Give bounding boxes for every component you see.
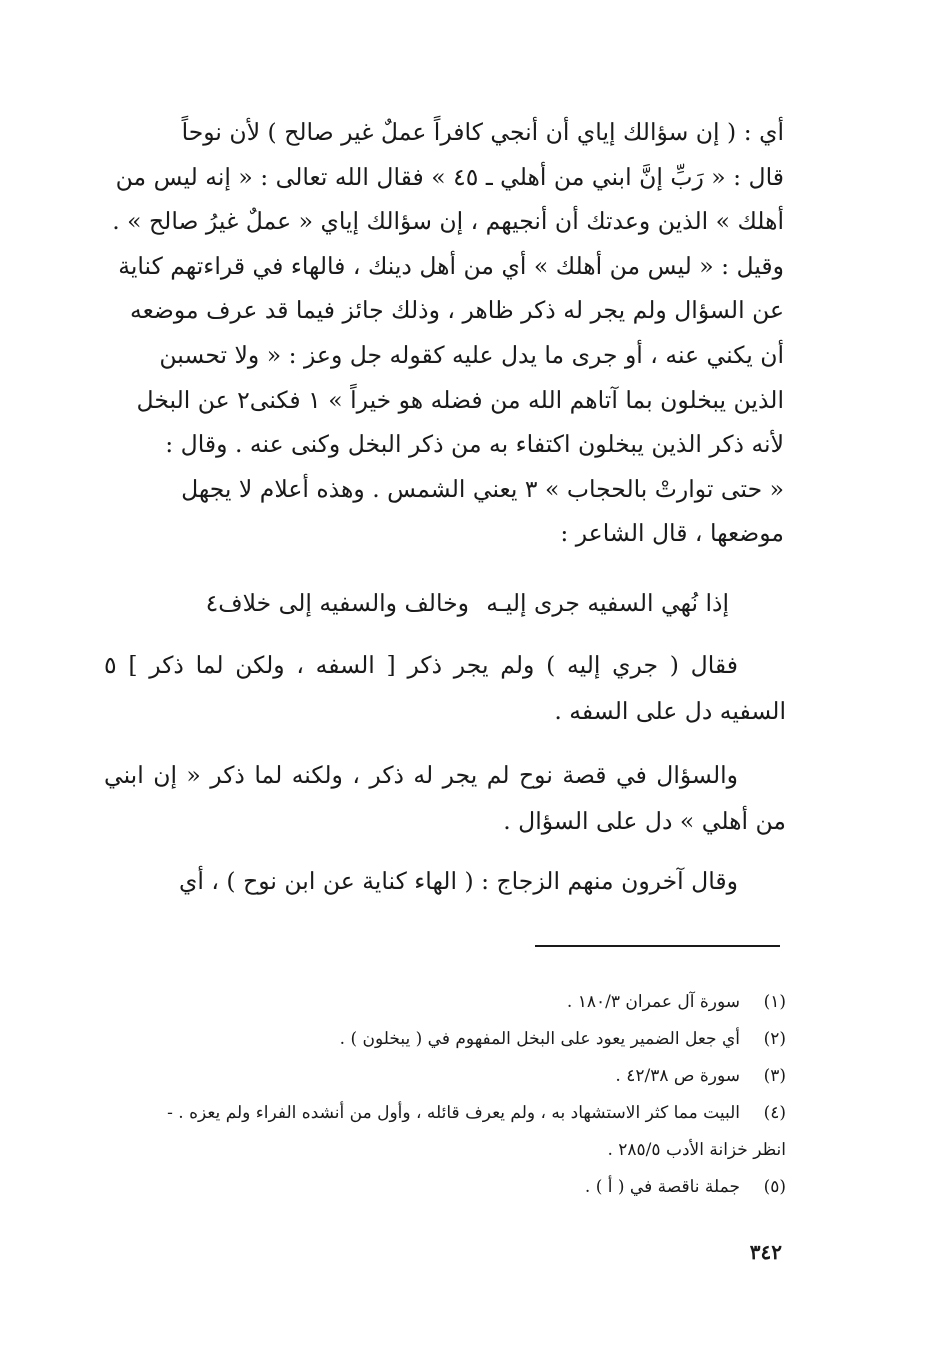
footnote-text: البيت مما كثر الاستشهاد به ، ولم يعرف قائله ، وأول من أنشده الفراء ولم يعزه . - — [167, 1103, 740, 1123]
text-line: أن يكني عنه ، أو جرى ما يدل عليه كقوله جل وعز : « ولا تحسبن — [159, 340, 784, 369]
text-line: لأنه ذكر الذين يبخلون اكتفاء به من ذكر البخل وكنى عنه . وقال : — [165, 430, 784, 459]
text-line: وقيل : « ليس من أهلك » أي من أهل دينك ، فالهاء في قراءتهم كناية — [118, 251, 784, 280]
paragraph-after-verse: فقال ( جري إليه ) ولم يجر ذكر [ السفه ، ولكن لما ذكر ] ٥ السفيه دل على السفه . — [104, 651, 786, 725]
footnote-number: (٢) — [763, 1029, 786, 1049]
footnote-text: سورة آل عمران ١٨٠/٣ . — [566, 992, 740, 1012]
text-line: « حتى توارتْ بالحجاب » ٣ يعني الشمس . وهذه أعلام لا يجهل — [181, 474, 784, 503]
paragraph-question: والسؤال في قصة نوح لم يجر له ذكر ، ولكنه لما ذكر « إن ابني من أهلي » دل على السؤال . — [104, 761, 786, 835]
text-line: أهلك » الذين وعدتك أن أنجيهم ، إن سؤالك إياي « عملٌ غيرُ صالح » . — [112, 207, 784, 236]
page-number: ٣٤٢ — [749, 1240, 782, 1264]
footnote-item — [100, 1058, 786, 1095]
footnote-item — [100, 1095, 786, 1132]
footnote-item — [100, 1169, 786, 1206]
footnotes — [100, 984, 786, 1206]
text-line: الذين يبخلون بما آتاهم الله من فضله هو خيراً » ١ فكنى٢ عن البخل — [136, 385, 784, 414]
poetry-verse — [0, 580, 941, 626]
footnote-number: (٣) — [763, 1066, 786, 1086]
footnote-text: سورة ص ٤٢/٣٨ . — [615, 1066, 740, 1086]
text-line: أي : ( إن سؤالك إياي أن أنجي كافراً عملٌ غير صالح ) لأن نوحاً — [181, 118, 784, 146]
text-line: موضعها ، قال الشاعر : — [560, 519, 784, 548]
footnote-number: (٤) — [763, 1103, 786, 1123]
main-text-block — [104, 110, 784, 556]
footnote-separator — [535, 945, 780, 947]
footnote-text: جملة ناقصة في ( أ ) . — [584, 1177, 740, 1197]
footnote-continuation: انظر خزانة الأدب ٢٨٥/٥ . — [607, 1140, 786, 1160]
footnote-number: (١) — [763, 992, 786, 1012]
text-line: قال : « رَبِّ إنَّ ابني من أهلي ـ ٤٥ » فقال الله تعالى : « إنه ليس من — [115, 162, 784, 191]
paragraph-zajjaj: وقال آخرون منهم الزجاج : ( الهاء كناية عن ابن نوح ) ، أي — [178, 867, 738, 895]
footnote-item — [100, 1021, 786, 1058]
footnote-number: (٥) — [763, 1177, 786, 1197]
verse-second-hemistich: وخالف والسفيه إلى خلاف٤ — [205, 589, 469, 617]
text-line: عن السؤال ولم يجر له ذكر ظاهر ، وذلك جائز فيما قد عرف موضعه — [129, 296, 784, 325]
footnote-item — [100, 984, 786, 1021]
verse-first-hemistich: إذا نُهي السفيه جرى إليـه — [486, 589, 729, 617]
footnote-text: أي جعل الضمير يعود على البخل المفهوم في ( يبخلون ) . — [339, 1029, 740, 1049]
